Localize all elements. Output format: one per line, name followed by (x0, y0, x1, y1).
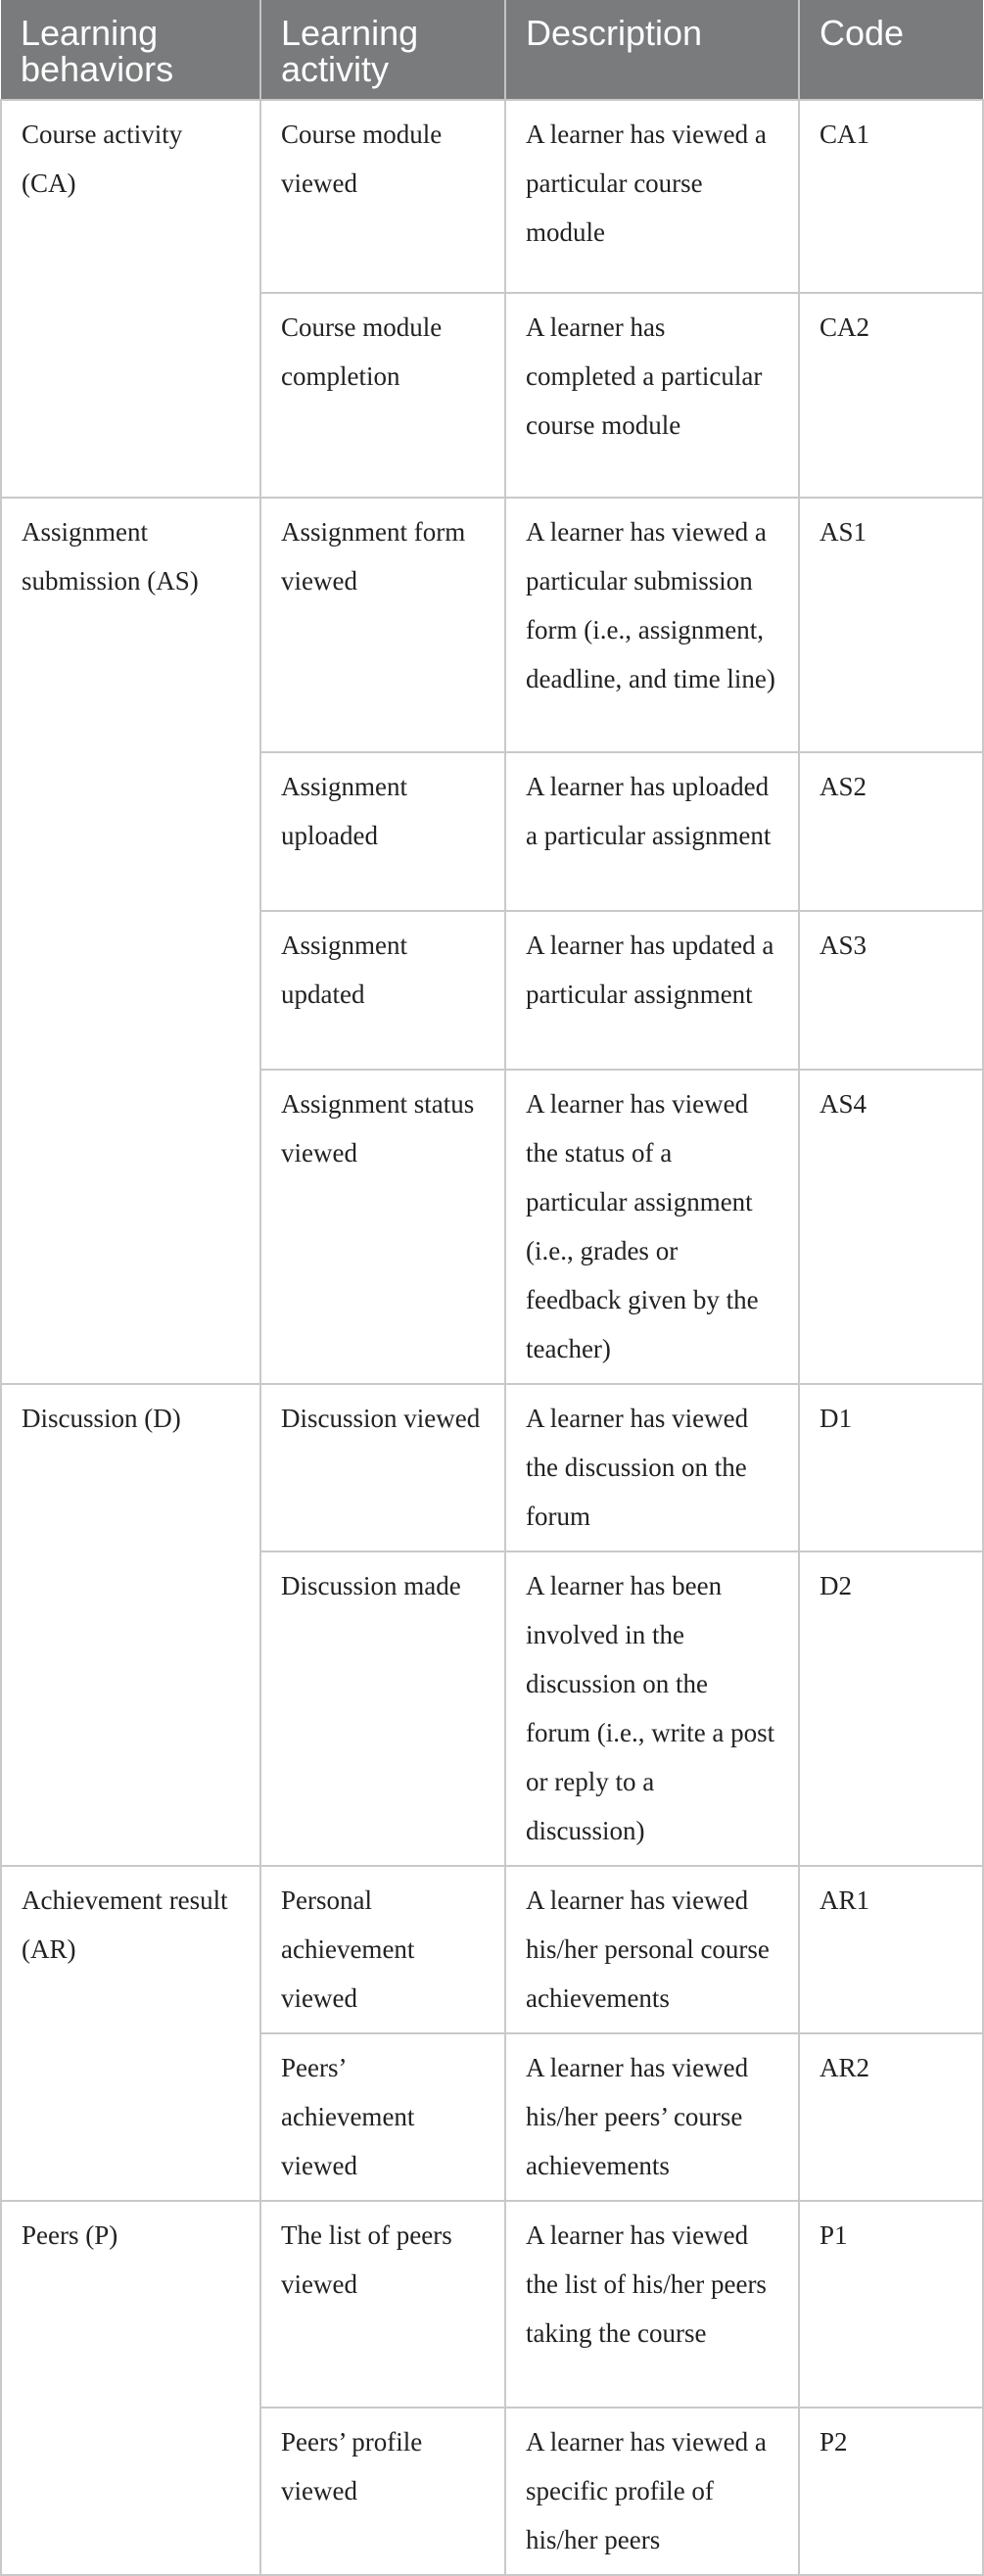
description-cell: A learner has viewed a particular course module (505, 100, 799, 293)
description-cell: A learner has viewed a particular submission form (i.e., assignment, deadline, and time line) (505, 498, 799, 752)
activity-cell: The list of peers viewed (260, 2201, 505, 2408)
code-cell: AS1 (799, 498, 983, 752)
description-cell: A learner has viewed a specific profile of his/her peers (505, 2408, 799, 2575)
behavior-cell: Peers (P) (1, 2201, 260, 2575)
activity-cell: Assignment form viewed (260, 498, 505, 752)
behavior-cell: Discussion (D) (1, 1384, 260, 1866)
code-cell: CA2 (799, 293, 983, 498)
activity-cell: Peers’ achievement viewed (260, 2033, 505, 2201)
behavior-cell: Assignment submission (AS) (1, 498, 260, 1384)
activity-cell: Personal achievement viewed (260, 1866, 505, 2033)
code-cell: AR2 (799, 2033, 983, 2201)
code-cell: AS2 (799, 752, 983, 911)
table-header (1, 0, 983, 100)
description-cell: A learner has viewed the discussion on the forum (505, 1384, 799, 1551)
code-cell: CA1 (799, 100, 983, 293)
code-cell: AR1 (799, 1866, 983, 2033)
behavior-cell: Course activity (CA) (1, 100, 260, 498)
header-row (1, 0, 983, 100)
table-row (1, 1866, 983, 2033)
table-row (1, 498, 983, 752)
activity-cell: Assignment updated (260, 911, 505, 1070)
code-cell: AS3 (799, 911, 983, 1070)
header-learning-activity: Learning activity (260, 0, 505, 100)
description-cell: A learner has been involved in the discussion on the forum (i.e., write a post or reply to a discussion) (505, 1551, 799, 1866)
activity-cell: Course module completion (260, 293, 505, 498)
code-cell: D1 (799, 1384, 983, 1551)
header-description: Description (505, 0, 799, 100)
table-row (1, 100, 983, 293)
table-row (1, 2201, 983, 2408)
description-cell: A learner has viewed the status of a particular assignment (i.e., grades or feedback given by the teacher) (505, 1070, 799, 1384)
activity-cell: Peers’ profile viewed (260, 2408, 505, 2575)
activity-cell: Assignment status viewed (260, 1070, 505, 1384)
table-body (1, 100, 983, 2575)
behavior-cell: Achievement result (AR) (1, 1866, 260, 2201)
header-learning-behaviors: Learning behaviors (1, 0, 260, 100)
activity-cell: Course module viewed (260, 100, 505, 293)
activity-cell: Assignment uploaded (260, 752, 505, 911)
description-cell: A learner has updated a particular assignment (505, 911, 799, 1070)
description-cell: A learner has viewed the list of his/her peers taking the course (505, 2201, 799, 2408)
activity-cell: Discussion viewed (260, 1384, 505, 1551)
code-cell: D2 (799, 1551, 983, 1866)
activity-cell: Discussion made (260, 1551, 505, 1866)
code-cell: AS4 (799, 1070, 983, 1384)
code-cell: P2 (799, 2408, 983, 2575)
table-row (1, 1384, 983, 1551)
description-cell: A learner has uploaded a particular assignment (505, 752, 799, 911)
description-cell: A learner has viewed his/her peers’ course achievements (505, 2033, 799, 2201)
description-cell: A learner has viewed his/her personal course achievements (505, 1866, 799, 2033)
header-code: Code (799, 0, 983, 100)
description-cell: A learner has completed a particular course module (505, 293, 799, 498)
code-cell: P1 (799, 2201, 983, 2408)
